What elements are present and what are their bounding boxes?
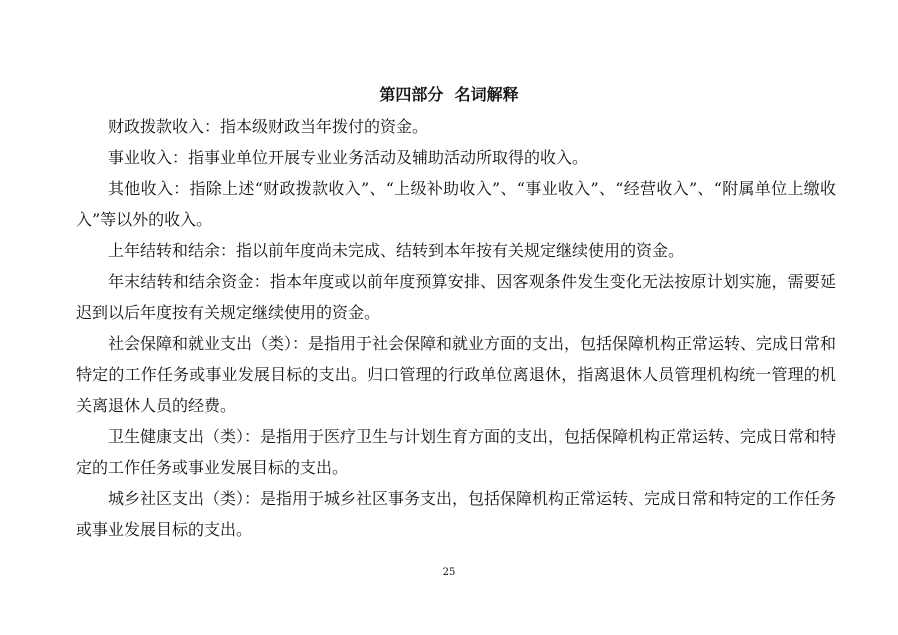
section-title: 第四部分 名词解释 bbox=[379, 85, 519, 104]
page-number: 25 bbox=[442, 567, 456, 578]
paragraph-urban-rural-community-expenditure: 城乡社区支出（类）：是指用于城乡社区事务支出，包括保障机构正常运转、完成日常和特定的工作任务或事业发展目标的支出。 bbox=[76, 489, 837, 539]
paragraph-business-income: 事业收入：指事业单位开展专业业务活动及辅助活动所取得的收入。 bbox=[108, 148, 589, 167]
paragraph-health-expenditure: 卫生健康支出（类）：是指用于医疗卫生与计划生育方面的支出，包括保障机构正常运转、完成日常和特定的工作任务或事业发展目标的支出。 bbox=[76, 427, 837, 477]
paragraph-year-end-carryover: 年末结转和结余资金：指本年度或以前年度预算安排、因客观条件发生变化无法按原计划实施，需要延迟到以后年度按有关规定继续使用的资金。 bbox=[76, 272, 836, 322]
paragraph-prior-year-carryover: 上年结转和结余：指以前年度尚未完成、结转到本年按有关规定继续使用的资金。 bbox=[108, 241, 685, 260]
body-text bbox=[76, 111, 836, 545]
paragraph-social-security-expenditure: 社会保障和就业支出（类）：是指用于社会保障和就业方面的支出，包括保障机构正常运转、完成日常和特定的工作任务或事业发展目标的支出。归口管理的行政单位离退休，指离退休人员管理机构统一管理的机关离退休人员的经费。 bbox=[76, 334, 837, 415]
paragraph-other-income: 其他收入：指除上述“财政拨款收入”、“上级补助收入”、“事业收入”、“经营收入”、“附属单位上缴收入”等以外的收入。 bbox=[76, 179, 836, 229]
paragraph-fiscal-appropriation-income: 财政拨款收入：指本级财政当年拨付的资金。 bbox=[108, 117, 429, 136]
